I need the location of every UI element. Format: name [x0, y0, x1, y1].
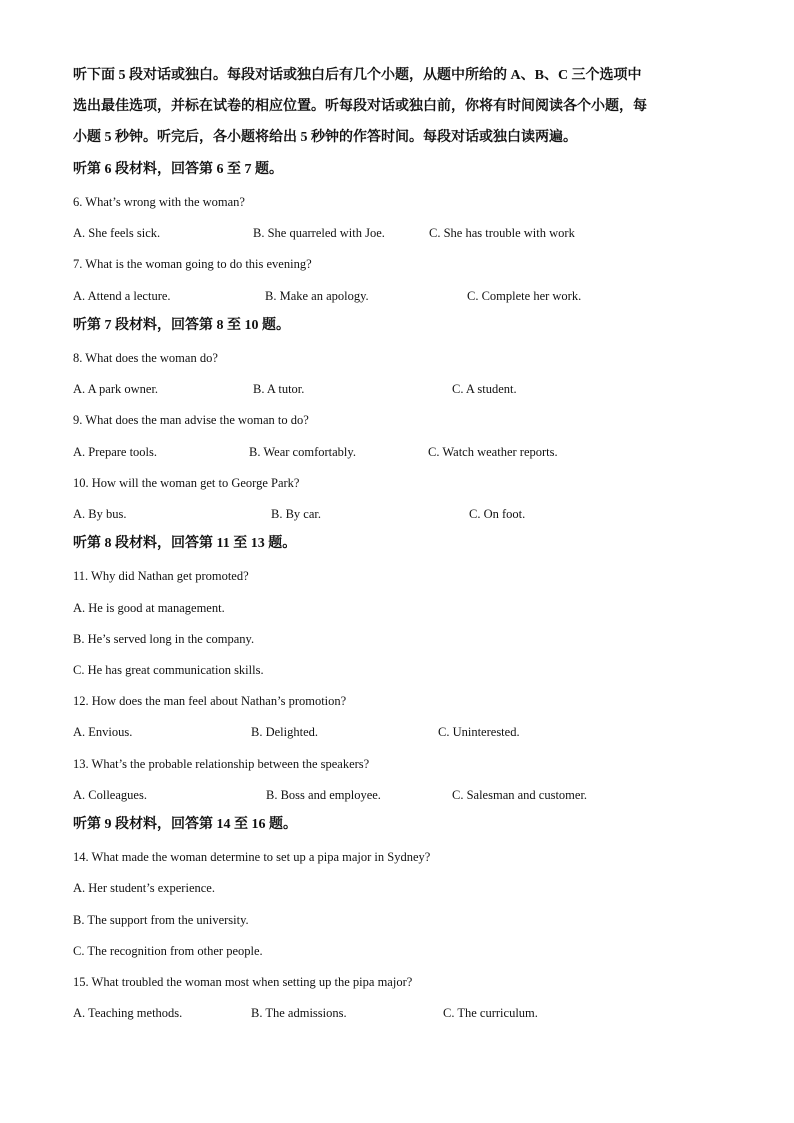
question-13-option-c: C. Salesman and customer. [452, 788, 588, 802]
question-15-option-c: C. The curriculum. [443, 1006, 538, 1020]
question-6-stem: 6. What’s wrong with the woman? [73, 195, 245, 209]
question-6-option-b: B. She quarreled with Joe. [253, 226, 385, 240]
question-14-option-b: B. The support from the university. [73, 913, 249, 927]
question-10-option-c: C. On foot. [469, 507, 526, 521]
question-10-option-b: B. By car. [271, 507, 321, 521]
question-12-option-b: B. Delighted. [251, 725, 319, 739]
question-10-option-a: A. By bus. [73, 507, 127, 521]
question-7-stem: 7. What is the woman going to do this evening? [73, 257, 312, 271]
question-12-stem: 12. How does the man feel about Nathan’s promotion? [73, 694, 347, 708]
question-9-option-b: B. Wear comfortably. [249, 445, 356, 459]
question-13-option-b: B. Boss and employee. [266, 788, 381, 802]
question-11-option-a: A. He is good at management. [73, 601, 225, 615]
question-15-stem: 15. What troubled the woman most when setting up the pipa major? [73, 975, 413, 989]
question-8-stem: 8. What does the woman do? [73, 351, 218, 365]
question-14-option-a: A. Her student’s experience. [73, 881, 215, 895]
question-7-option-a: A. Attend a lecture. [73, 289, 171, 303]
question-7-option-b: B. Make an apology. [265, 289, 369, 303]
question-12-option-c: C. Uninterested. [438, 725, 520, 739]
question-9-option-c: C. Watch weather reports. [428, 445, 558, 459]
question-14-option-c: C. The recognition from other people. [73, 944, 263, 958]
question-11-stem: 11. Why did Nathan get promoted? [73, 569, 249, 583]
question-8-option-c: C. A student. [452, 382, 517, 396]
section-heading-9: 听第 9 段材料，回答第 14 至 16 题。 [73, 817, 297, 832]
section-heading-7: 听第 7 段材料，回答第 8 至 10 题。 [73, 318, 290, 333]
question-15-option-a: A. Teaching methods. [73, 1006, 183, 1020]
question-6-option-c: C. She has trouble with work [429, 226, 575, 240]
instruction-line-1: 听下面 5 段对话或独白。每段对话或独白后有几个小题，从题中所给的 A、B、C 三个选项中 [73, 68, 642, 83]
instruction-line-3: 小题 5 秒钟。听完后，各小题将给出 5 秒钟的作答时间。每段对话或独白读两遍。 [73, 130, 577, 145]
question-13-stem: 13. What’s the probable relationship between the speakers? [73, 757, 370, 771]
question-10-stem: 10. How will the woman get to George Park? [73, 476, 300, 490]
question-13-option-a: A. Colleagues. [73, 788, 147, 802]
question-14-stem: 14. What made the woman determine to set up a pipa major in Sydney? [73, 850, 431, 864]
question-11-option-c: C. He has great communication skills. [73, 663, 264, 677]
question-15-option-b: B. The admissions. [251, 1006, 347, 1020]
question-9-stem: 9. What does the man advise the woman to do? [73, 413, 309, 427]
question-7-option-c: C. Complete her work. [467, 289, 582, 303]
question-9-option-a: A. Prepare tools. [73, 445, 158, 459]
instruction-line-2: 选出最佳选项，并标在试卷的相应位置。听每段对话或独白前，你将有时间阅读各个小题，每 [73, 99, 647, 114]
question-8-option-b: B. A tutor. [253, 382, 305, 396]
question-11-option-b: B. He’s served long in the company. [73, 632, 255, 646]
section-heading-6: 听第 6 段材料，回答第 6 至 7 题。 [73, 162, 283, 177]
question-6-option-a: A. She feels sick. [73, 226, 161, 240]
question-12-option-a: A. Envious. [73, 725, 133, 739]
question-8-option-a: A. A park owner. [73, 382, 159, 396]
section-heading-8: 听第 8 段材料，回答第 11 至 13 题。 [73, 536, 297, 551]
